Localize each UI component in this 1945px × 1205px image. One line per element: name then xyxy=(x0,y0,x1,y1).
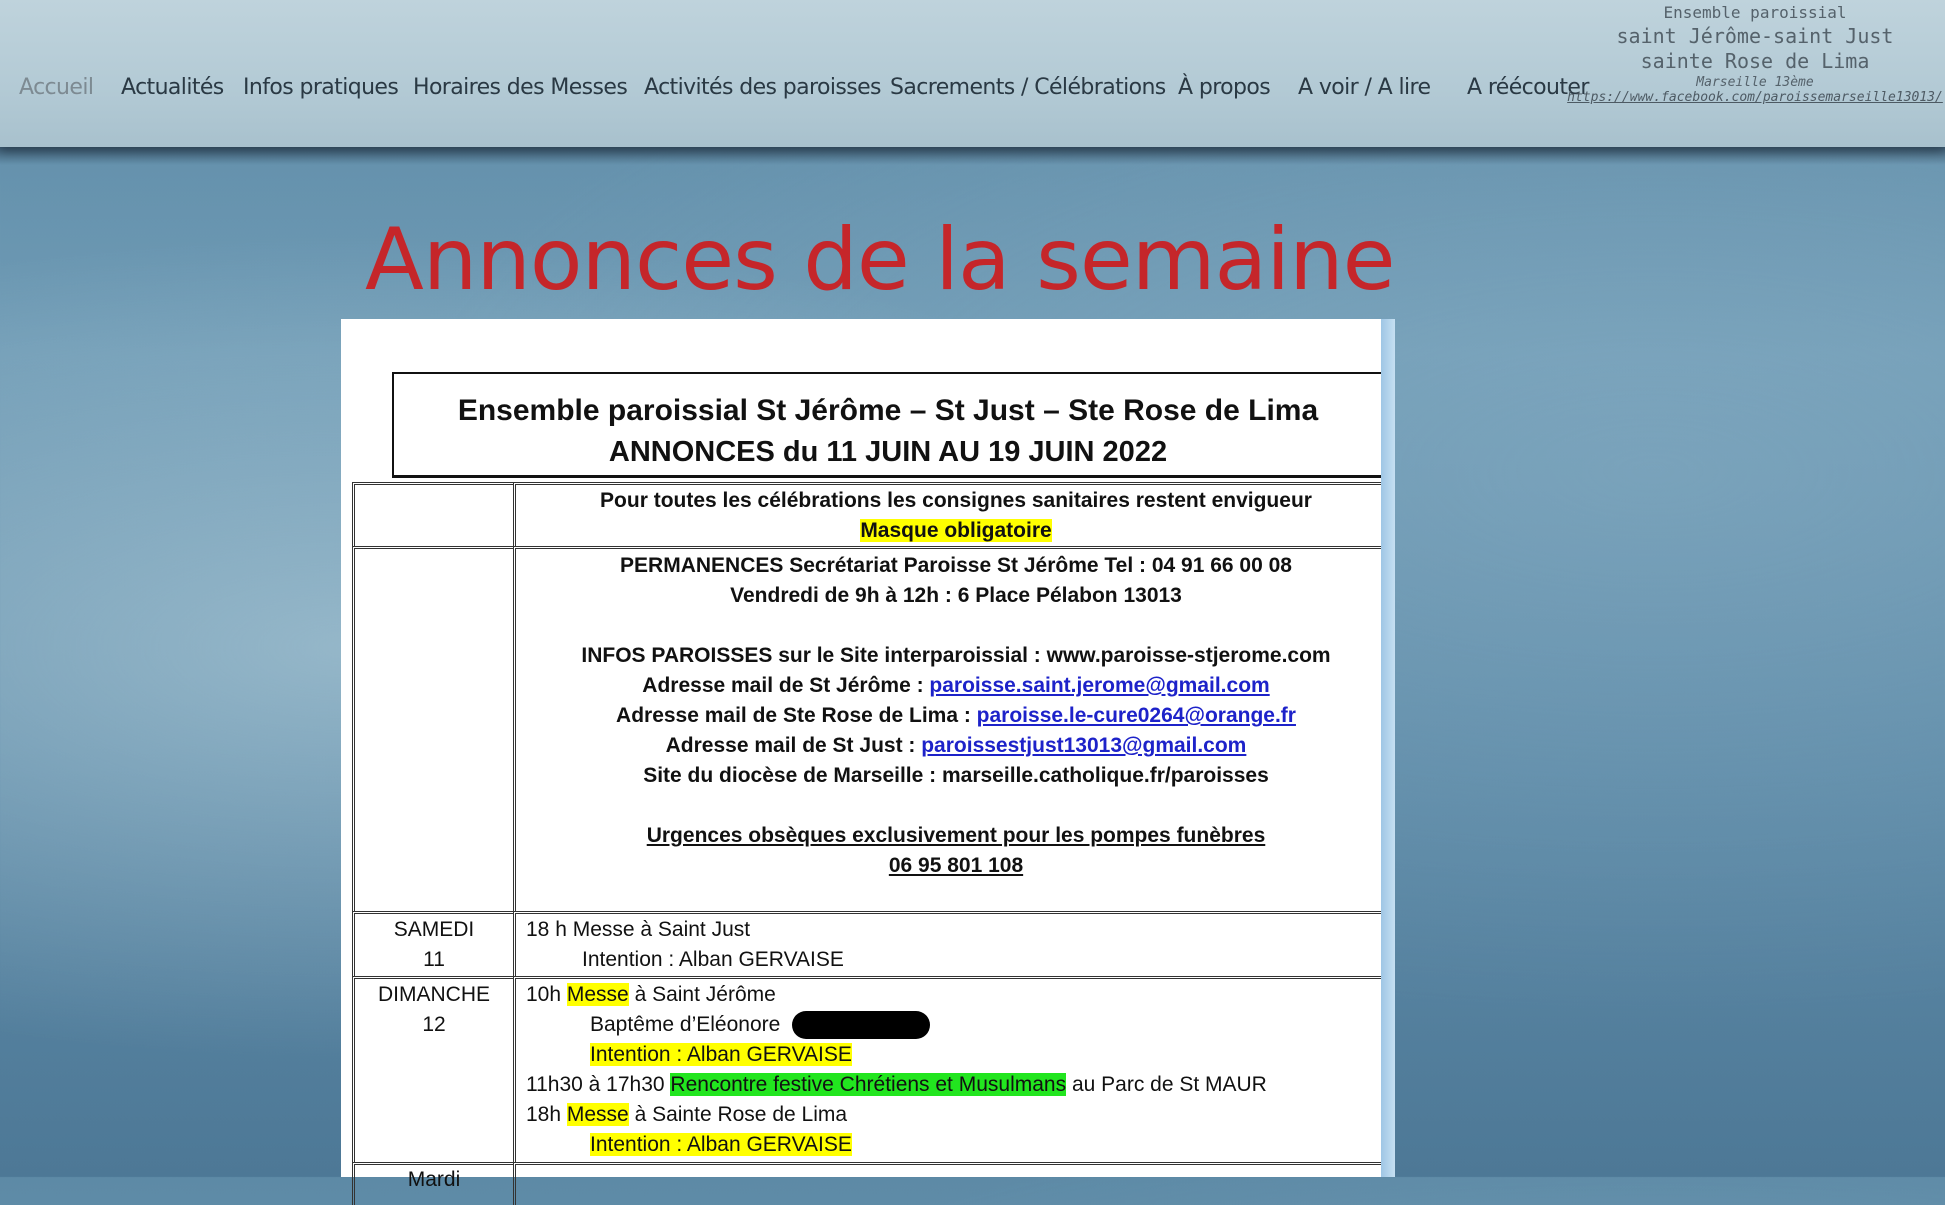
permanences-hours: Vendredi de 9h à 12h : 6 Place Pélabon 13013 xyxy=(730,584,1182,607)
mail-jerome-link[interactable]: paroisse.saint.jerome@gmail.com xyxy=(929,674,1270,697)
document-title-line-1: Ensemble paroissial St Jérôme – St Just – Ste Rose de Lima xyxy=(457,394,1319,427)
table-cell-empty xyxy=(352,482,513,546)
day-cell-dimanche xyxy=(352,976,513,1162)
day-cell-samedi xyxy=(352,911,513,976)
mask-text: Masque obligatoire xyxy=(860,519,1052,542)
nav-item-activites[interactable]: Activités des paroisses xyxy=(644,75,881,100)
day-name: Mardi xyxy=(407,1168,461,1191)
day-name: DIMANCHE xyxy=(377,983,490,1006)
mail-just-link[interactable]: paroissestjust13013@gmail.com xyxy=(921,734,1247,757)
brand-line-3: sainte Rose de Lima xyxy=(1640,49,1870,73)
intention-highlight: Intention : Alban GERVAISE xyxy=(590,1043,852,1066)
table-row xyxy=(352,1162,1386,1205)
table-cell-empty xyxy=(352,546,513,911)
event-time: 18h xyxy=(526,1103,567,1126)
event-location: à Sainte Rose de Lima xyxy=(628,1103,848,1126)
nav-item-actualites[interactable]: Actualités xyxy=(121,75,224,100)
table-cell-sanitary xyxy=(513,482,1386,546)
nav-item-infos-pratiques[interactable]: Infos pratiques xyxy=(243,75,399,100)
permanences-line: PERMANENCES Secrétariat Paroisse St Jérôme Tel : 04 91 66 00 08 xyxy=(620,554,1292,577)
table-row xyxy=(352,911,1386,976)
nav-item-a-reecouter[interactable]: A réécouter xyxy=(1467,75,1589,100)
sanitary-text: Pour toutes les célébrations les consignes sanitaires restent envigueur xyxy=(600,489,1312,512)
event-location: à Saint Jérôme xyxy=(628,983,776,1006)
site-header xyxy=(0,0,1945,147)
mail-jerome-label: Adresse mail de St Jérôme : xyxy=(642,674,930,697)
redaction-mark xyxy=(792,1011,930,1039)
brand-line-1: Ensemble paroissial xyxy=(1663,3,1847,22)
table-cell-permanences xyxy=(513,546,1386,911)
messe-highlight: Messe xyxy=(566,983,629,1006)
facebook-link[interactable]: https://www.facebook.com/paroissemarseille13013/ xyxy=(1567,90,1943,105)
bapteme-text: Baptême d’Eléonore xyxy=(590,1013,787,1036)
events-cell-samedi xyxy=(513,911,1386,976)
mail-rose-link[interactable]: paroisse.le-cure0264@orange.fr xyxy=(976,704,1296,727)
table-row xyxy=(352,546,1386,911)
brand-line-2: saint Jérôme-saint Just xyxy=(1616,24,1894,48)
document-title-box xyxy=(392,372,1382,478)
table-row xyxy=(352,482,1386,546)
urgences-text: Urgences obsèques exclusivement pour les pompes funèbres xyxy=(646,824,1266,847)
day-name: SAMEDI xyxy=(393,918,475,941)
table-row xyxy=(352,976,1386,1162)
announcement-table xyxy=(352,482,1386,1205)
intention-line: Intention : Alban GERVAISE xyxy=(582,948,844,971)
infos-paroisses: INFOS PAROISSES sur le Site interparoissial : www.paroisse-stjerome.com xyxy=(581,644,1331,667)
event-time: 11h30 à 17h30 xyxy=(526,1073,671,1096)
header-shadow xyxy=(0,147,1945,165)
announcement-document xyxy=(341,319,1395,1191)
events-cell-dimanche xyxy=(513,976,1386,1162)
urgences-phone: 06 95 801 108 xyxy=(888,854,1024,877)
day-number: 11 xyxy=(423,948,445,971)
intention-highlight: Intention : Alban GERVAISE xyxy=(590,1133,852,1156)
day-cell-next xyxy=(352,1162,513,1205)
event-line: 18 h Messe à Saint Just xyxy=(526,918,751,941)
event-location: au Parc de St MAUR xyxy=(1066,1073,1267,1096)
brand-line-4: Marseille 13ème xyxy=(1696,75,1814,90)
day-number: 12 xyxy=(422,1013,446,1036)
nav-item-a-propos[interactable]: À propos xyxy=(1178,75,1271,100)
mail-rose-label: Adresse mail de Ste Rose de Lima : xyxy=(616,704,977,727)
nav-item-a-voir[interactable]: A voir / A lire xyxy=(1298,75,1431,100)
page-title: Annonces de la semaine xyxy=(365,210,1395,310)
rencontre-highlight: Rencontre festive Chrétiens et Musulmans xyxy=(670,1073,1067,1096)
events-cell-next xyxy=(513,1162,1386,1205)
document-scrollbar[interactable] xyxy=(1381,319,1395,1177)
nav-item-sacrements[interactable]: Sacrements / Célébrations xyxy=(890,75,1166,100)
messe-highlight: Messe xyxy=(566,1103,629,1126)
mail-just-label: Adresse mail de St Just : xyxy=(665,734,922,757)
diocese-site: Site du diocèse de Marseille : marseille.catholique.fr/paroisses xyxy=(643,764,1269,787)
nav-item-horaires[interactable]: Horaires des Messes xyxy=(413,75,628,100)
document-title-line-2: ANNONCES du 11 JUIN AU 19 JUIN 2022 xyxy=(608,436,1168,468)
event-time: 10h xyxy=(526,983,567,1006)
nav-item-accueil[interactable]: Accueil xyxy=(19,75,94,100)
